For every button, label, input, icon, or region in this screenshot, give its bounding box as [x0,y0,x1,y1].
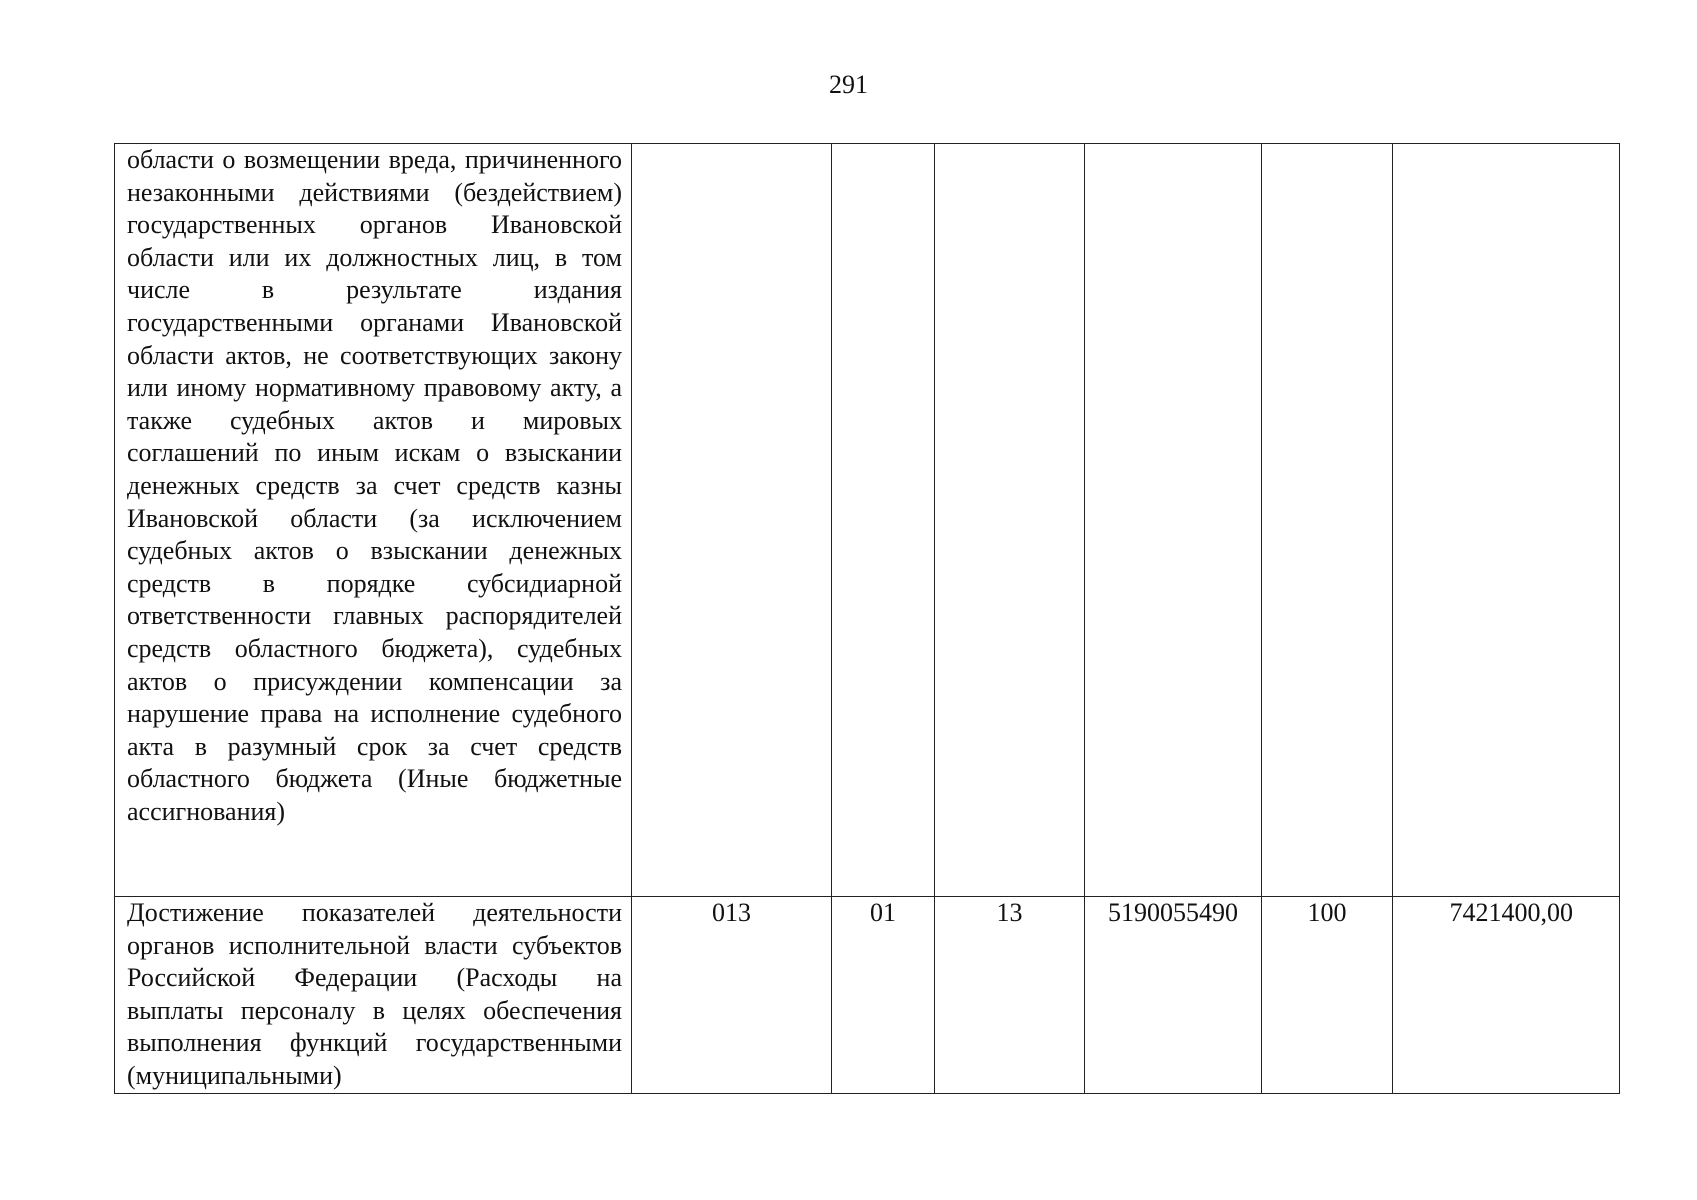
description-text: Достижение показателей деятельности органов исполнительной власти субъектов Российской Федерации (Расходы на выплаты персоналу в целях обеспечения выполнения функций государственными (муниципальными) [127,898,622,1090]
expense-type-cell: 100 [1262,897,1393,1094]
amount-cell [1393,144,1620,897]
budget-table [114,143,1620,1094]
ministry-code-cell [632,144,832,897]
table-row [115,897,1620,1094]
amount-cell: 7421400,00 [1393,897,1620,1094]
target-article-cell: 5190055490 [1085,897,1262,1094]
expense-type-cell [1262,144,1393,897]
table-row [115,144,1620,897]
section-code-cell [832,144,935,897]
page-number: 291 [829,70,868,99]
subsection-code-cell [935,144,1085,897]
description-text: области о возмещении вреда, причиненного незаконными действиями (бездействием) государственных органов Ивановской области или их должностных лиц, в том числе в результате издания государственными органами Ивановской области актов, не соответствующих закону или иному нормативному правовому акту, а также судебных актов и мировых соглашений по иным искам о взыскании денежных средств за счет средств казны Ивановской области (за исключением судебных актов о взыскании денежных средств в порядке субсидиарной ответственности главных распорядителей средств областного бюджета), судебных актов о присуждении компенсации за нарушение права на исполнение судебного акта в разумный срок за счет средств областного бюджета (Иные бюджетные ассигнования) [127,145,622,826]
description-cell [115,897,632,1094]
ministry-code-cell: 013 [632,897,832,1094]
subsection-code-cell: 13 [935,897,1085,1094]
description-cell [115,144,632,897]
target-article-cell [1085,144,1262,897]
section-code-cell: 01 [832,897,935,1094]
